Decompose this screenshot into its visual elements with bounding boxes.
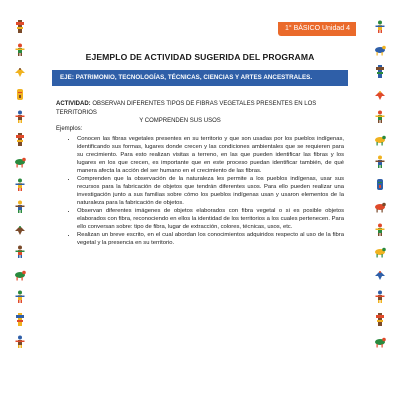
- examples-list: [62, 136, 344, 249]
- animal-icon: [374, 200, 386, 213]
- activity-label: ACTIVIDAD:: [56, 101, 91, 107]
- left-decoration-strip: [12, 20, 28, 358]
- axis-bar: EJE: PATRIMONIO, TECNOLOGÍAS, TÉCNICAS, CIENCIAS Y ARTES ANCESTRALES.: [52, 70, 348, 86]
- figure-icon: [14, 245, 26, 258]
- activity-heading: [56, 100, 344, 126]
- right-decoration-strip: [372, 20, 388, 358]
- figure-icon: [14, 335, 26, 348]
- examples-label: Ejemplos:: [56, 126, 83, 132]
- activity-line2: Y COMPRENDEN SUS USOS: [139, 118, 221, 125]
- totem-icon: [374, 65, 386, 78]
- list-item: • Comprenden que la observación de la naturaleza les permite a los pueblos indígenas, usar sus recursos para la fabricación de objetos que tendrán diferentes usos. Para ello pueden realizar una investigación junto a sus familias sobre cómo los pueblos indígenas usan y usaron elementos de la naturaleza para la fabricación de objetos.: [77, 176, 344, 208]
- unit-tab: 1° BÁSICO Unidad 4: [278, 22, 356, 36]
- animal-icon: [374, 335, 386, 348]
- figure-icon: [14, 178, 26, 191]
- moai-icon: [14, 88, 26, 101]
- activity-line1: OBSERVAN DIFERENTES TIPOS DE FIBRAS VEGETALES PRESENTES EN LOS TERRITORIOS: [56, 101, 317, 116]
- page-title: EJEMPLO DE ACTIVIDAD SUGERIDA DEL PROGRAMA: [85, 52, 315, 62]
- figure-icon: [374, 20, 386, 33]
- animal-icon: [374, 43, 386, 56]
- animal-icon: [374, 133, 386, 146]
- list-item: • Realizan un breve escrito, en el cual abordan los conocimientos adquiridos respecto al uso de la fibra vegetal y la presencia en su territorio.: [77, 232, 344, 248]
- animal-icon: [374, 245, 386, 258]
- figure-icon: [14, 110, 26, 123]
- totem-icon: [14, 313, 26, 326]
- figure-icon: [14, 43, 26, 56]
- figure-icon: [374, 110, 386, 123]
- moai-icon: [374, 178, 386, 191]
- totem-icon: [14, 20, 26, 33]
- bird-icon: [14, 65, 26, 78]
- totem-icon: [374, 313, 386, 326]
- bird-icon: [374, 88, 386, 101]
- animal-icon: [14, 155, 26, 168]
- totem-icon: [14, 133, 26, 146]
- figure-icon: [374, 290, 386, 303]
- figure-icon: [14, 290, 26, 303]
- list-item: • Observan diferentes imágenes de objetos elaborados con fibra vegetal o si es posible objetos elaborados con fibra, reconociendo en ellos la identidad de los territorios a los cuales pertenecen. Para ello conversan sobre: tipo de fibra, lugar de extracción, colores, técnicas, usos, etc.: [77, 208, 344, 232]
- figure-icon: [374, 223, 386, 236]
- figure-icon: [374, 155, 386, 168]
- list-item: • Conocen las fibras vegetales presentes en su territorio y que son usadas por los pueblos indígenas, identificando sus formas, lugares donde crecen y las condiciones ambientales que se requieren para su crecimiento. Para esto realizan visitas a terreno, en las que pueden identificar las fibras y los lugares en los que crecen, es importante que en este proceso puedan identificar también, de qué manera afecta la acción del ser humano en el crecimiento de las fibras.: [77, 136, 344, 176]
- figure-icon: [14, 200, 26, 213]
- bird-icon: [14, 223, 26, 236]
- bird-icon: [374, 268, 386, 281]
- animal-icon: [14, 268, 26, 281]
